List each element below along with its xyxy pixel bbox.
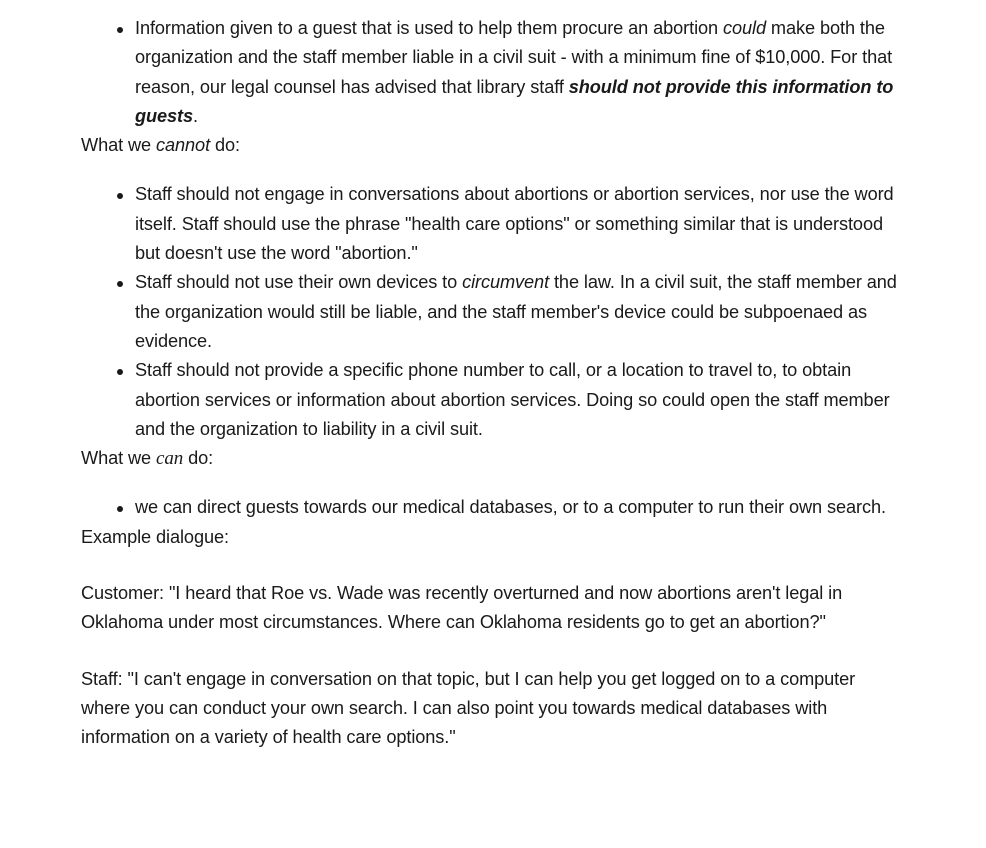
list-item [135,14,901,131]
dialogue-staff: Staff: "I can't engage in conversation on that topic, but I can help you get logged on to a computer where you can conduct your own search. I can also point you towards medical databases with information on a variety of health care options." [81,668,856,748]
emphasis-can: can [156,448,184,470]
can-heading-pre: What we [81,448,157,469]
can-list [81,493,901,522]
example-heading: Example dialogue: [81,526,229,547]
emphasis-should-not: should not provide this information to guests [135,76,894,126]
cannot-item-2-pre: Staff should not use their own devices to [135,272,463,293]
list-item: we can direct guests towards our medical databases, or to a computer to run their own search. [135,493,901,522]
liability-text-end: . [193,105,198,126]
list-item: Staff should not provide a specific phone number to call, or a location to travel to, to obtain abortion services or information about abortion services. Doing so could open the staff member and the organization to liability in a civil suit. [135,356,901,444]
emphasis-could: could [723,18,766,38]
can-heading [81,444,901,473]
liability-text-1: Information given to a guest that is used to help them procure an abortion [135,18,723,38]
liability-text-2: make both the organization and the staff member liable in a civil suit - with a minimum fine of $10,000. For that reason, our legal counsel has advised that library staff [135,18,893,97]
emphasis-cannot: cannot [156,135,211,156]
liability-list [81,14,901,131]
list-item: Staff should not engage in conversations about abortions or abortion services, nor use the word itself. Staff should use the phrase "health care options" or something similar that is understood but doesn't use the word "abortion." [135,180,901,268]
cannot-list [81,180,901,444]
document-body [81,14,901,753]
cannot-heading [81,131,901,160]
dialogue-customer: Customer: "I heard that Roe vs. Wade was recently overturned and now abortions aren't legal in Oklahoma under most circumstances. Where can Oklahoma residents go to get an abortion?" [81,583,843,633]
emphasis-circumvent: circumvent [462,272,550,293]
cannot-heading-pre: What we [81,135,157,156]
can-heading-post: do: [183,448,214,469]
list-item [135,268,901,356]
cannot-item-2-post: the law. In a civil suit, the staff member and the organization would still be liable, and the staff member's device could be subpoenaed as evidence. [135,272,897,351]
cannot-heading-post: do: [210,135,240,156]
